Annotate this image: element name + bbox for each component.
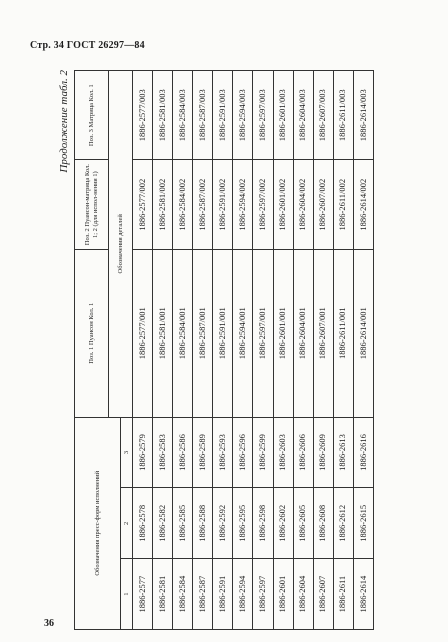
table-cell: 1886-2578 — [133, 488, 153, 559]
table-cell: 1886-2601/003 — [273, 71, 293, 160]
table-cell: 1886-2581/003 — [153, 71, 173, 160]
table-row — [233, 71, 253, 630]
table-cell: 1886-2591/003 — [213, 71, 233, 160]
table-cell: 1886-2593 — [213, 417, 233, 488]
table-cell: 1886-2612 — [333, 488, 353, 559]
header-col-3: 3 — [121, 417, 133, 488]
table-cell: 1886-2606 — [293, 417, 313, 488]
table-cell: 1886-2608 — [313, 488, 333, 559]
table-cell: 1886-2591/001 — [213, 249, 233, 417]
table-cell: 1886-2607/003 — [313, 71, 333, 160]
table-row — [353, 71, 373, 630]
table-cell: 1886-2577/002 — [133, 160, 153, 249]
table-row — [253, 71, 273, 630]
table-cell: 1886-2604/002 — [293, 160, 313, 249]
page-number: 36 — [44, 618, 54, 629]
table-cell: 1886-2604/003 — [293, 71, 313, 160]
table-cell: 1886-2588 — [193, 488, 213, 559]
table-cell: 1886-2615 — [353, 488, 373, 559]
page-header: Стр. 34 ГОСТ 26297—84 — [30, 40, 145, 51]
table-row — [313, 71, 333, 630]
table-cell: 1886-2604/001 — [293, 249, 313, 417]
table-cell: 1886-2613 — [333, 417, 353, 488]
table-cell: 1886-2597/002 — [253, 160, 273, 249]
table-cell: 1886-2601/001 — [273, 249, 293, 417]
table-cell: 1886-2601 — [273, 559, 293, 630]
table-cell: 1886-2609 — [313, 417, 333, 488]
table-cell: 1886-2595 — [233, 488, 253, 559]
table-cell: 1886-2599 — [253, 417, 273, 488]
header-pos1: Поз. 1 Пуансон Кол. 1 — [75, 249, 109, 417]
table-cell: 1886-2607/001 — [313, 249, 333, 417]
table-cell: 1886-2581 — [153, 559, 173, 630]
table-cell: 1886-2603 — [273, 417, 293, 488]
table-row — [293, 71, 313, 630]
table-cell: 1886-2607 — [313, 559, 333, 630]
table-cell: 1886-2581/001 — [153, 249, 173, 417]
table-cell: 1886-2591/002 — [213, 160, 233, 249]
table-body — [133, 71, 374, 630]
table-cell: 1886-2611/002 — [333, 160, 353, 249]
table-cell: 1886-2601/002 — [273, 160, 293, 249]
table-cell: 1886-2587/002 — [193, 160, 213, 249]
header-pos3: Поз. 3 Матрица Кол. 1 — [75, 71, 109, 160]
table-cell: 1886-2584/003 — [173, 71, 193, 160]
table-cell: 1886-2581/002 — [153, 160, 173, 249]
parts-table — [74, 70, 374, 630]
table-cell: 1886-2607/002 — [313, 160, 333, 249]
table-cell: 1886-2614/001 — [353, 249, 373, 417]
table-cell: 1886-2614/003 — [353, 71, 373, 160]
table-cell: 1886-2583 — [153, 417, 173, 488]
table-cell: 1886-2587/001 — [193, 249, 213, 417]
table-cell: 1886-2577/001 — [133, 249, 153, 417]
table-cell: 1886-2614 — [353, 559, 373, 630]
header-designation-group: Обозначения пресс-форм исполнений — [75, 417, 121, 629]
table-cell: 1886-2589 — [193, 417, 213, 488]
table-cell: 1886-2604 — [293, 559, 313, 630]
table-cell: 1886-2584/001 — [173, 249, 193, 417]
header-col-2: 2 — [121, 488, 133, 559]
table-cell: 1886-2586 — [173, 417, 193, 488]
header-details: Обозначения деталей — [109, 71, 133, 418]
table-cell: 1886-2597 — [253, 559, 273, 630]
rotated-table-block — [58, 70, 374, 630]
table-row — [333, 71, 353, 630]
table-cell: 1886-2594/002 — [233, 160, 253, 249]
table-cell: 1886-2611 — [333, 559, 353, 630]
table-cell: 1886-2584 — [173, 559, 193, 630]
table-cell: 1886-2587/003 — [193, 71, 213, 160]
table-cell: 1886-2577/003 — [133, 71, 153, 160]
table-cell: 1886-2614/002 — [353, 160, 373, 249]
table-cell: 1886-2591 — [213, 559, 233, 630]
table-cell: 1886-2587 — [193, 559, 213, 630]
table-cell: 1886-2592 — [213, 488, 233, 559]
table-cell: 1886-2598 — [253, 488, 273, 559]
table-cell: 1886-2611/001 — [333, 249, 353, 417]
table-row — [273, 71, 293, 630]
table-cell: 1886-2596 — [233, 417, 253, 488]
table-header — [75, 71, 133, 630]
table-cell: 1886-2584/002 — [173, 160, 193, 249]
table-cell: 1886-2594/001 — [233, 249, 253, 417]
table-cell: 1886-2594/003 — [233, 71, 253, 160]
continuation-label: Продолжение табл. 2 — [58, 70, 70, 173]
table-cell: 1886-2594 — [233, 559, 253, 630]
header-pos2: Поз. 2 Пуансон-матрица Кол. 1; 2 (для испол-нения 1) — [75, 160, 109, 249]
table-cell: 1886-2616 — [353, 417, 373, 488]
table-cell: 1886-2605 — [293, 488, 313, 559]
table-cell: 1886-2579 — [133, 417, 153, 488]
table-cell: 1886-2577 — [133, 559, 153, 630]
table-row — [193, 71, 213, 630]
header-row-1 — [75, 71, 109, 630]
table-row — [133, 71, 153, 630]
table-cell: 1886-2597/001 — [253, 249, 273, 417]
table-cell: 1886-2585 — [173, 488, 193, 559]
table-row — [153, 71, 173, 630]
table-row — [213, 71, 233, 630]
table-cell: 1886-2602 — [273, 488, 293, 559]
table-cell: 1886-2582 — [153, 488, 173, 559]
table-cell: 1886-2611/003 — [333, 71, 353, 160]
header-col-1: 1 — [121, 559, 133, 630]
table-cell: 1886-2597/003 — [253, 71, 273, 160]
table-row — [173, 71, 193, 630]
